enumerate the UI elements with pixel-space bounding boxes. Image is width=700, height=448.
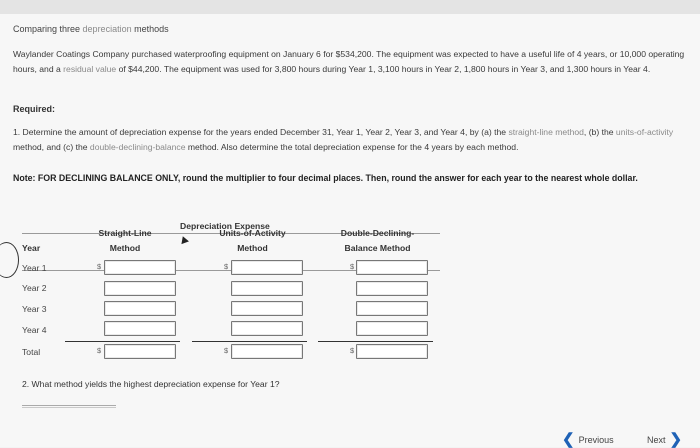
col-header-year: Year xyxy=(22,243,41,253)
chevron-left-icon: ❮ xyxy=(562,431,575,448)
input-sl-total[interactable] xyxy=(104,344,176,359)
bracket-icon xyxy=(0,242,19,278)
sum-line-sl xyxy=(65,341,180,342)
glossary-link-double-declining[interactable]: double-declining-balance xyxy=(89,142,186,152)
input-ddb-year-4[interactable] xyxy=(356,321,428,336)
highest-method-dropdown[interactable] xyxy=(22,392,116,406)
chevron-right-icon: ❯ xyxy=(669,431,683,448)
problem-prompt: Waylander Coatings Company purchased waterproofing equipment on January 6 for $534,200. The equipment was expected to have a useful life of 4 years, or 10,000 operating hours, and a residual value of $44,200. The equipment was used for 3,800 hours during Year 1, 3,100 hours in Year 2, 1,800 hours in Year 3, and 1,300 hours in Year 4. xyxy=(13,49,685,74)
input-sl-year-2[interactable] xyxy=(104,281,176,296)
glossary-link-residual-value[interactable]: residual value xyxy=(63,64,117,74)
previous-button[interactable]: ❮ Previous xyxy=(562,431,614,448)
glossary-link-units-of-activity[interactable]: units-of-activity xyxy=(615,127,674,137)
sum-line-ddb xyxy=(318,341,433,342)
currency-ddb-total: $ xyxy=(350,346,355,355)
input-ddb-year-3[interactable] xyxy=(356,301,428,316)
row-label-year-3: Year 3 xyxy=(22,304,47,314)
problem-title: Comparing three depreciation methods xyxy=(13,24,169,34)
col-header-double-declining: Double-Declining- Balance Method xyxy=(340,228,415,253)
input-sl-year-3[interactable] xyxy=(104,301,176,316)
input-ddb-year-1[interactable] xyxy=(356,260,428,275)
input-sl-year-4[interactable] xyxy=(104,321,176,336)
currency-ua-year-1: $ xyxy=(224,262,229,271)
currency-ddb-year-1: $ xyxy=(350,262,355,271)
input-ua-year-2[interactable] xyxy=(231,281,303,296)
question-2: 2. What method yields the highest depreciation expense for Year 1? xyxy=(22,379,280,389)
input-ua-year-4[interactable] xyxy=(231,321,303,336)
question-1: 1. Determine the amount of depreciation expense for the years ended December 31, Year 1, Year 2, Year 3, and Year 4, by (a) the straight-line method, (b) the units-of-activity method, and (c) the double-declining-balance method. Also determine the total depreciation expense for the 4 years by each method. xyxy=(13,127,674,152)
input-sl-year-1[interactable] xyxy=(104,260,176,275)
glossary-link-straight-line[interactable]: straight-line method xyxy=(508,127,584,137)
input-ua-total[interactable] xyxy=(231,344,303,359)
top-bar xyxy=(0,0,700,14)
input-ua-year-1[interactable] xyxy=(231,260,303,275)
row-label-year-4: Year 4 xyxy=(22,325,47,335)
currency-ua-total: $ xyxy=(224,346,229,355)
required-label: Required: xyxy=(13,104,56,114)
currency-sl-year-1: $ xyxy=(97,262,102,271)
mouse-cursor-icon xyxy=(179,235,189,244)
row-label-year-1: Year 1 xyxy=(22,263,47,273)
question-page xyxy=(0,14,700,447)
input-ddb-year-2[interactable] xyxy=(356,281,428,296)
currency-sl-total: $ xyxy=(97,346,102,355)
input-ua-year-3[interactable] xyxy=(231,301,303,316)
col-header-straight-line: Straight-Line Method xyxy=(98,228,152,253)
sum-line-ua xyxy=(192,341,307,342)
col-header-units-of-activity: Units-of-Activity Method xyxy=(219,228,286,253)
next-button[interactable]: Next ❯ xyxy=(647,431,683,448)
row-label-total: Total xyxy=(22,347,41,357)
glossary-link-depreciation[interactable]: depreciation xyxy=(82,24,132,34)
rounding-note: Note: FOR DECLINING BALANCE ONLY, round the multiplier to four decimal places. Then, round the answer for each year to the nearest whole dollar. xyxy=(13,173,638,183)
row-label-year-2: Year 2 xyxy=(22,283,47,293)
input-ddb-total[interactable] xyxy=(356,344,428,359)
group-header: Depreciation Expense xyxy=(180,221,270,231)
